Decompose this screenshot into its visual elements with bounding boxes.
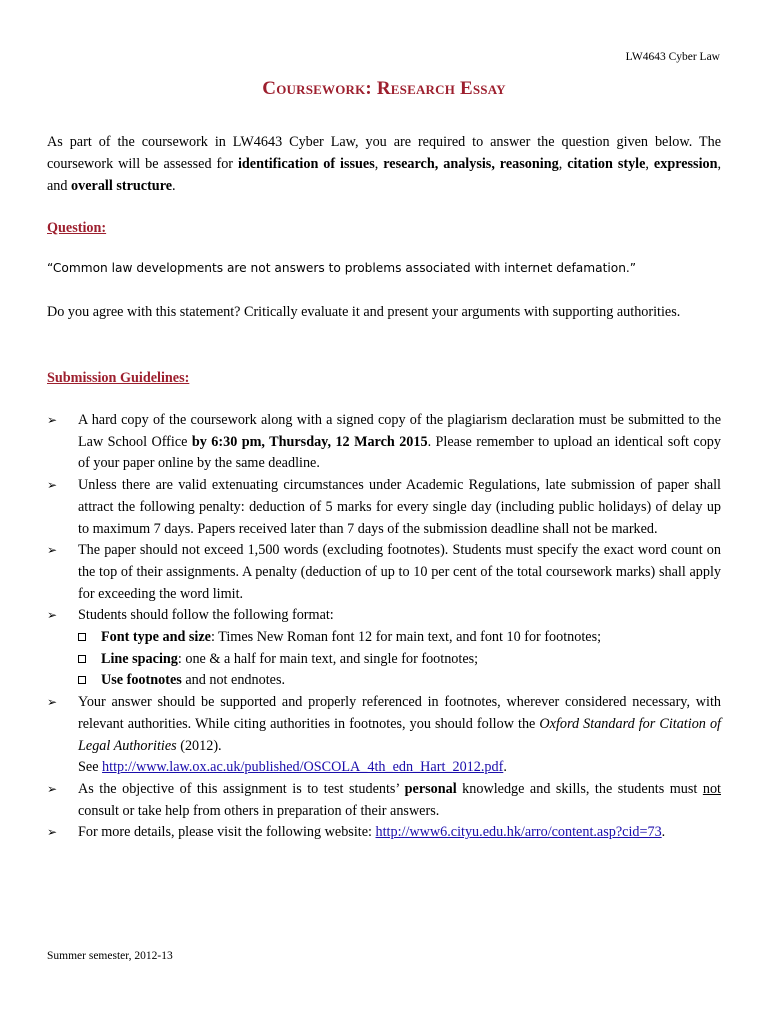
list-item: ➢ As the objective of this assignment is to test students’ personal knowledge and skills, the students must not consult or take help from others in preparation of their answers. [47,780,721,819]
square-bullet-icon [78,655,86,663]
page-title: Coursework: Research Essay [262,78,506,99]
intro-text: As part of the coursework in LW4643 Cyber Law, you are required to answer the question given below. The coursework will be assessed for [47,134,721,172]
question-heading: Question: [47,220,107,236]
format-item: Use footnotes and not endnotes. [78,670,721,692]
list-item: ➢ Your answer should be supported and properly referenced in footnotes, wherever considered necessary, with relevant authorities. While citing authorities in footnotes, you should follow the Oxford Standard for Citation of Legal Authorities (2012). See http://www.law.ox.ac.uk/published/OSCOLA_4th_edn_Hart_2012.pdf. [47,694,721,776]
oscola-link[interactable]: http://www.law.ox.ac.uk/published/OSCOLA_4th_edn_Hart_2012.pdf [102,759,504,776]
footer-semester: Summer semester, 2012-13 [47,950,173,962]
format-item: Line spacing: one & a half for main text, and single for footnotes; [78,649,721,671]
list-item: ➢ A hard copy of the coursework along with a signed copy of the plagiarism declaration must be submitted to the Law School Office by 6:30 pm, Thursday, 12 March 2015. Please remember to upload an identical soft copy of your paper online by the same deadline. [47,412,721,472]
intro-criterion: identification of issues [237,156,375,172]
intro-criterion: expression [653,156,718,172]
intro-criterion: citation style [567,156,646,172]
square-bullet-icon [78,676,86,684]
arrow-bullet-icon: ➢ [47,608,58,623]
intro-criterion: research, analysis, reasoning [383,156,559,172]
intro-criterion: overall structure [71,178,173,194]
deadline-text: by 6:30 pm, Thursday, 12 March 2015 [191,433,428,450]
question-text: Do you agree with this statement? Critically evaluate it and present your arguments with supporting authorities. [47,304,681,320]
arrow-bullet-icon: ➢ [47,695,58,710]
arrow-bullet-icon: ➢ [47,543,58,558]
arrow-bullet-icon: ➢ [47,413,58,427]
course-code-header: LW4643 Cyber Law [625,51,720,63]
arrow-bullet-icon: ➢ [47,478,58,493]
format-item: Font type and size: Times New Roman font 12 for main text, and font 10 for footnotes; [78,627,721,649]
list-item: ➢ The paper should not exceed 1,500 words (excluding footnotes). Students must specify the exact word count on the top of their assignments. A penalty (deduction of up to 10 per cent of the total coursework marks) shall apply for exceeding the word limit. [47,542,721,602]
list-item: ➢ For more details, please visit the following website: http://www6.cityu.edu.hk/arro/content.asp?cid=73. [47,822,721,844]
citation-standard: Oxford Standard for Citation of Legal Authorities [78,715,721,754]
list-item: ➢ Students should follow the following format: Font type and size: Times New Roman font 12 for main text, and font 10 for footnotes; Line spacing: one & a half for main text, and single for footnotes; Use footnotes and not endnotes. [47,605,721,692]
square-bullet-icon [78,633,86,641]
intro-paragraph: As part of the coursework in LW4643 Cyber Law, you are required to answer the question given below. The coursework will be assessed for identification of issues, research, analysis, reasoning, citation style, expression, and overall structure. [47,134,722,194]
list-item: ➢ Unless there are valid extenuating circumstances under Academic Regulations, late submission of paper shall attract the following penalty: deduction of 5 marks for every single day (including public holidays) of delay up to maximum 7 days. Papers received later than 7 days of the submission deadline shall not be marked. [47,477,721,537]
arrow-bullet-icon: ➢ [47,781,58,796]
format-sublist [78,627,721,692]
guidelines-heading: Submission Guidelines: [47,370,190,386]
arrow-bullet-icon: ➢ [47,825,58,840]
cityu-arro-link[interactable]: http://www6.cityu.edu.hk/arro/content.asp?cid=73 [375,824,662,841]
guidelines-list [47,410,721,844]
question-quote: “Common law developments are not answers to problems associated with internet defamation.” [47,261,637,275]
